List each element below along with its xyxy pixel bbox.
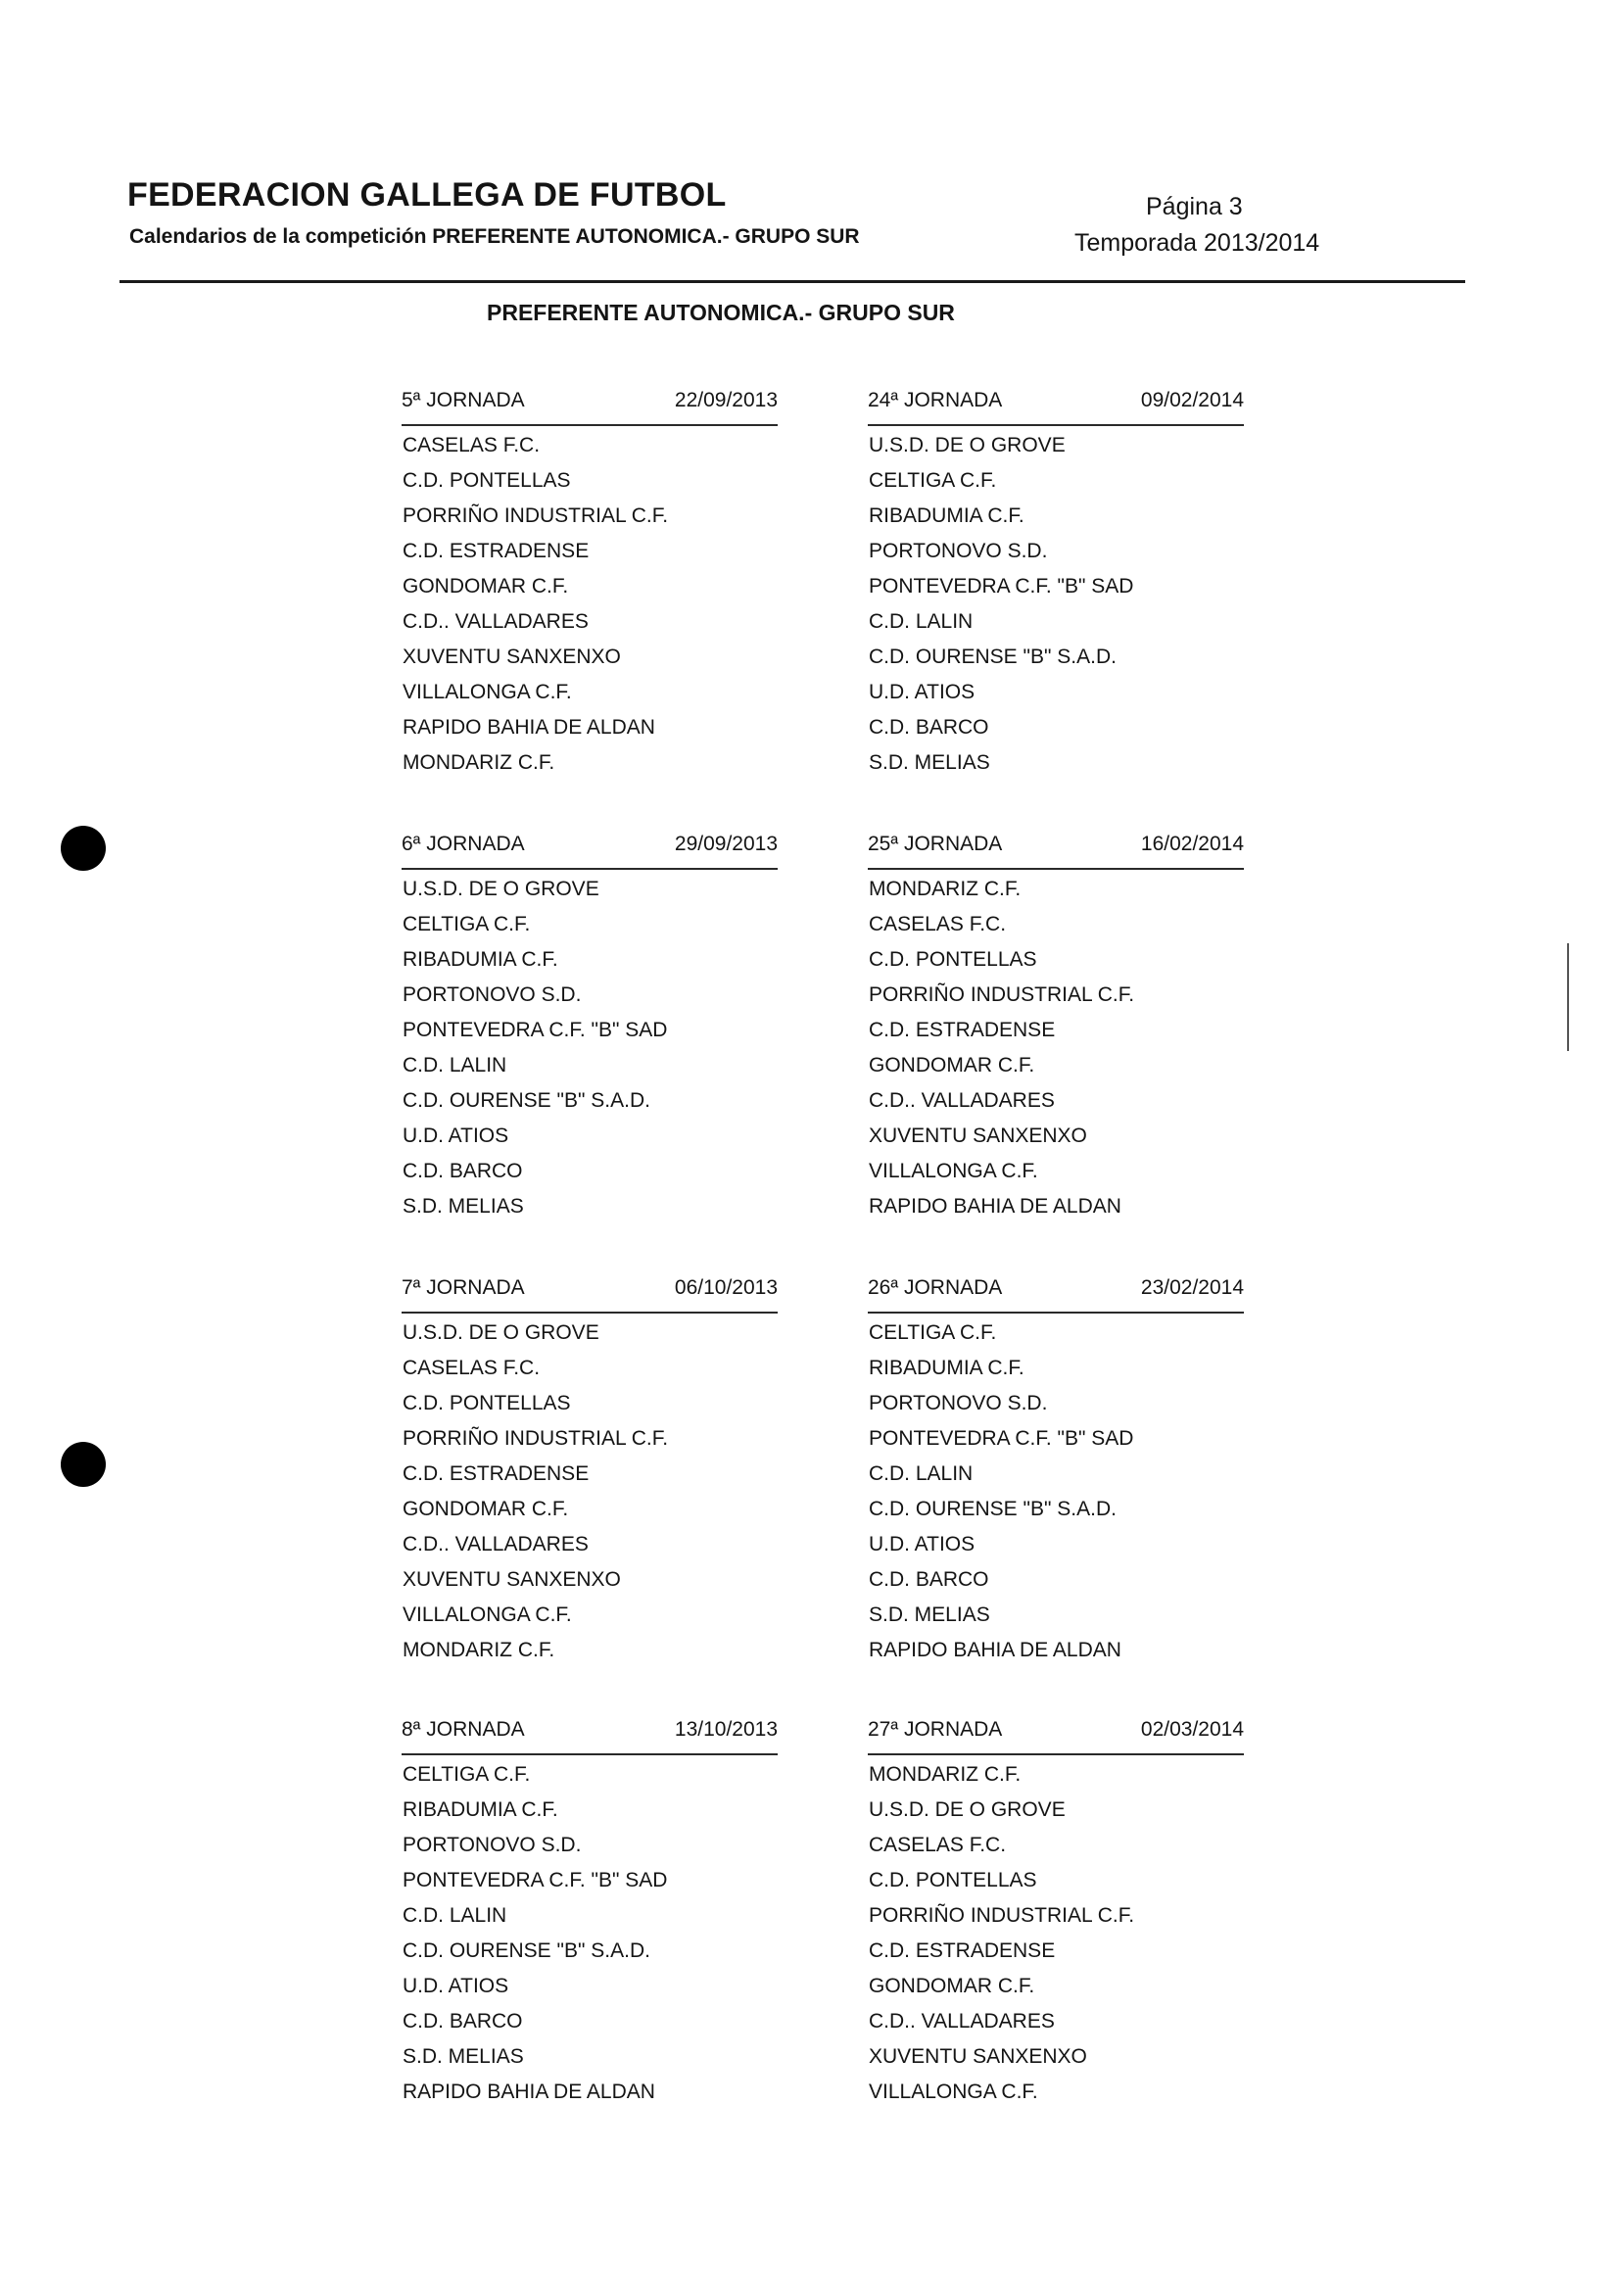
team-name: C.D. OURENSE "B" S.A.D.	[869, 1498, 1117, 1520]
team-name: C.D. PONTELLAS	[403, 469, 571, 492]
team-name: MONDARIZ C.F.	[869, 1763, 1022, 1786]
team-name: PORTONOVO S.D.	[869, 540, 1048, 562]
team-name: U.S.D. DE O GROVE	[869, 434, 1066, 456]
jornada-date: 06/10/2013	[674, 1276, 778, 1299]
team-name: C.D.. VALLADARES	[869, 2010, 1055, 2033]
round-block	[402, 1718, 778, 2110]
team-name: PONTEVEDRA C.F. "B" SAD	[869, 575, 1134, 598]
competition-subtitle: Calendarios de la competición PREFERENTE AUTONOMICA.- GRUPO SUR	[129, 225, 860, 248]
team-name: S.D. MELIAS	[403, 2045, 524, 2068]
team-name: VILLALONGA C.F.	[403, 681, 572, 703]
scan-mark	[1567, 943, 1569, 1051]
jornada-date: 09/02/2014	[1140, 389, 1244, 411]
team-name: C.D. OURENSE "B" S.A.D.	[403, 1089, 650, 1112]
punch-hole-top	[61, 826, 106, 871]
round-divider	[402, 424, 778, 426]
team-name: RIBADUMIA C.F.	[869, 504, 1024, 527]
team-name: GONDOMAR C.F.	[403, 575, 569, 598]
jornada-date: 22/09/2013	[674, 389, 778, 411]
jornada-label: 8ª JORNADA	[402, 1718, 525, 1741]
team-name: C.D. LALIN	[869, 610, 974, 633]
team-name: XUVENTU SANXENXO	[403, 646, 621, 668]
round-block	[868, 389, 1244, 781]
team-name: PONTEVEDRA C.F. "B" SAD	[403, 1019, 668, 1041]
team-name: C.D. ESTRADENSE	[869, 1019, 1056, 1041]
jornada-label: 5ª JORNADA	[402, 389, 525, 411]
team-name: U.D. ATIOS	[869, 1533, 976, 1555]
team-name: CELTIGA C.F.	[869, 1321, 997, 1344]
team-name: MONDARIZ C.F.	[403, 751, 555, 774]
round-divider	[402, 868, 778, 870]
jornada-date: 13/10/2013	[674, 1718, 778, 1741]
team-name: RAPIDO BAHIA DE ALDAN	[869, 1639, 1121, 1661]
team-name: RIBADUMIA C.F.	[869, 1357, 1024, 1379]
jornada-date: 16/02/2014	[1140, 833, 1244, 855]
team-name: CASELAS F.C.	[403, 1357, 541, 1379]
jornada-label: 26ª JORNADA	[868, 1276, 1003, 1299]
team-name: RAPIDO BAHIA DE ALDAN	[869, 1195, 1121, 1218]
jornada-date: 29/09/2013	[674, 833, 778, 855]
punch-hole-bottom	[61, 1442, 106, 1487]
team-name: PORRIÑO INDUSTRIAL C.F.	[869, 1904, 1135, 1927]
team-name: C.D. PONTELLAS	[869, 1869, 1037, 1891]
round-divider	[402, 1312, 778, 1314]
team-name: PONTEVEDRA C.F. "B" SAD	[869, 1427, 1134, 1450]
round-block	[868, 833, 1244, 1224]
team-name: U.D. ATIOS	[403, 1975, 509, 1997]
jornada-date: 02/03/2014	[1140, 1718, 1244, 1741]
team-name: CELTIGA C.F.	[403, 1763, 531, 1786]
round-block	[402, 833, 778, 1224]
jornada-label: 6ª JORNADA	[402, 833, 525, 855]
round-divider	[868, 868, 1244, 870]
team-name: C.D. ESTRADENSE	[869, 1939, 1056, 1962]
jornada-label: 27ª JORNADA	[868, 1718, 1003, 1741]
team-name: C.D. BARCO	[869, 716, 989, 739]
federation-title: FEDERACION GALLEGA DE FUTBOL	[127, 176, 727, 214]
team-name: C.D. ESTRADENSE	[403, 540, 590, 562]
team-name: S.D. MELIAS	[869, 1603, 990, 1626]
team-name: CELTIGA C.F.	[869, 469, 997, 492]
jornada-date: 23/02/2014	[1140, 1276, 1244, 1299]
jornada-label: 24ª JORNADA	[868, 389, 1003, 411]
team-name: GONDOMAR C.F.	[403, 1498, 569, 1520]
team-name: XUVENTU SANXENXO	[869, 2045, 1087, 2068]
round-block	[868, 1276, 1244, 1668]
team-name: C.D. LALIN	[403, 1054, 507, 1076]
team-name: VILLALONGA C.F.	[403, 1603, 572, 1626]
jornada-label: 25ª JORNADA	[868, 833, 1003, 855]
team-name: C.D. LALIN	[403, 1904, 507, 1927]
team-name: U.D. ATIOS	[869, 681, 976, 703]
team-name: C.D. BARCO	[403, 2010, 523, 2033]
team-name: U.D. ATIOS	[403, 1124, 509, 1147]
team-name: CELTIGA C.F.	[403, 913, 531, 935]
team-name: C.D. PONTELLAS	[403, 1392, 571, 1414]
team-name: C.D. OURENSE "B" S.A.D.	[403, 1939, 650, 1962]
team-name: U.S.D. DE O GROVE	[403, 878, 599, 900]
round-divider	[868, 424, 1244, 426]
round-block	[402, 1276, 778, 1668]
team-name: XUVENTU SANXENXO	[403, 1568, 621, 1591]
team-name: PORRIÑO INDUSTRIAL C.F.	[403, 504, 669, 527]
team-name: C.D. LALIN	[869, 1462, 974, 1485]
team-name: RAPIDO BAHIA DE ALDAN	[403, 2081, 655, 2103]
team-name: VILLALONGA C.F.	[869, 2081, 1038, 2103]
team-name: C.D.. VALLADARES	[403, 610, 589, 633]
section-title: PREFERENTE AUTONOMICA.- GRUPO SUR	[487, 300, 955, 325]
team-name: PORTONOVO S.D.	[403, 983, 582, 1006]
team-name: RAPIDO BAHIA DE ALDAN	[403, 716, 655, 739]
team-name: PORRIÑO INDUSTRIAL C.F.	[403, 1427, 669, 1450]
team-name: C.D. OURENSE "B" S.A.D.	[869, 646, 1117, 668]
team-name: PORRIÑO INDUSTRIAL C.F.	[869, 983, 1135, 1006]
team-name: S.D. MELIAS	[869, 751, 990, 774]
team-name: C.D. BARCO	[403, 1160, 523, 1182]
round-divider	[868, 1312, 1244, 1314]
team-name: VILLALONGA C.F.	[869, 1160, 1038, 1182]
team-name: GONDOMAR C.F.	[869, 1975, 1035, 1997]
team-name: RIBADUMIA C.F.	[403, 1798, 558, 1821]
team-name: GONDOMAR C.F.	[869, 1054, 1035, 1076]
team-name: S.D. MELIAS	[403, 1195, 524, 1218]
team-name: RIBADUMIA C.F.	[403, 948, 558, 971]
team-name: CASELAS F.C.	[869, 913, 1007, 935]
team-name: C.D. ESTRADENSE	[403, 1462, 590, 1485]
team-name: MONDARIZ C.F.	[403, 1639, 555, 1661]
page-number: Página 3	[1146, 193, 1243, 220]
season-label: Temporada 2013/2014	[1074, 229, 1320, 257]
team-name: PONTEVEDRA C.F. "B" SAD	[403, 1869, 668, 1891]
team-name: C.D.. VALLADARES	[869, 1089, 1055, 1112]
team-name: C.D.. VALLADARES	[403, 1533, 589, 1555]
team-name: CASELAS F.C.	[869, 1834, 1007, 1856]
team-name: U.S.D. DE O GROVE	[869, 1798, 1066, 1821]
jornada-label: 7ª JORNADA	[402, 1276, 525, 1299]
team-name: PORTONOVO S.D.	[869, 1392, 1048, 1414]
team-name: MONDARIZ C.F.	[869, 878, 1022, 900]
round-block	[402, 389, 778, 781]
round-block	[868, 1718, 1244, 2110]
team-name: C.D. PONTELLAS	[869, 948, 1037, 971]
header-divider	[119, 280, 1465, 283]
team-name: XUVENTU SANXENXO	[869, 1124, 1087, 1147]
round-divider	[868, 1753, 1244, 1755]
round-divider	[402, 1753, 778, 1755]
team-name: C.D. BARCO	[869, 1568, 989, 1591]
team-name: CASELAS F.C.	[403, 434, 541, 456]
team-name: U.S.D. DE O GROVE	[403, 1321, 599, 1344]
team-name: PORTONOVO S.D.	[403, 1834, 582, 1856]
